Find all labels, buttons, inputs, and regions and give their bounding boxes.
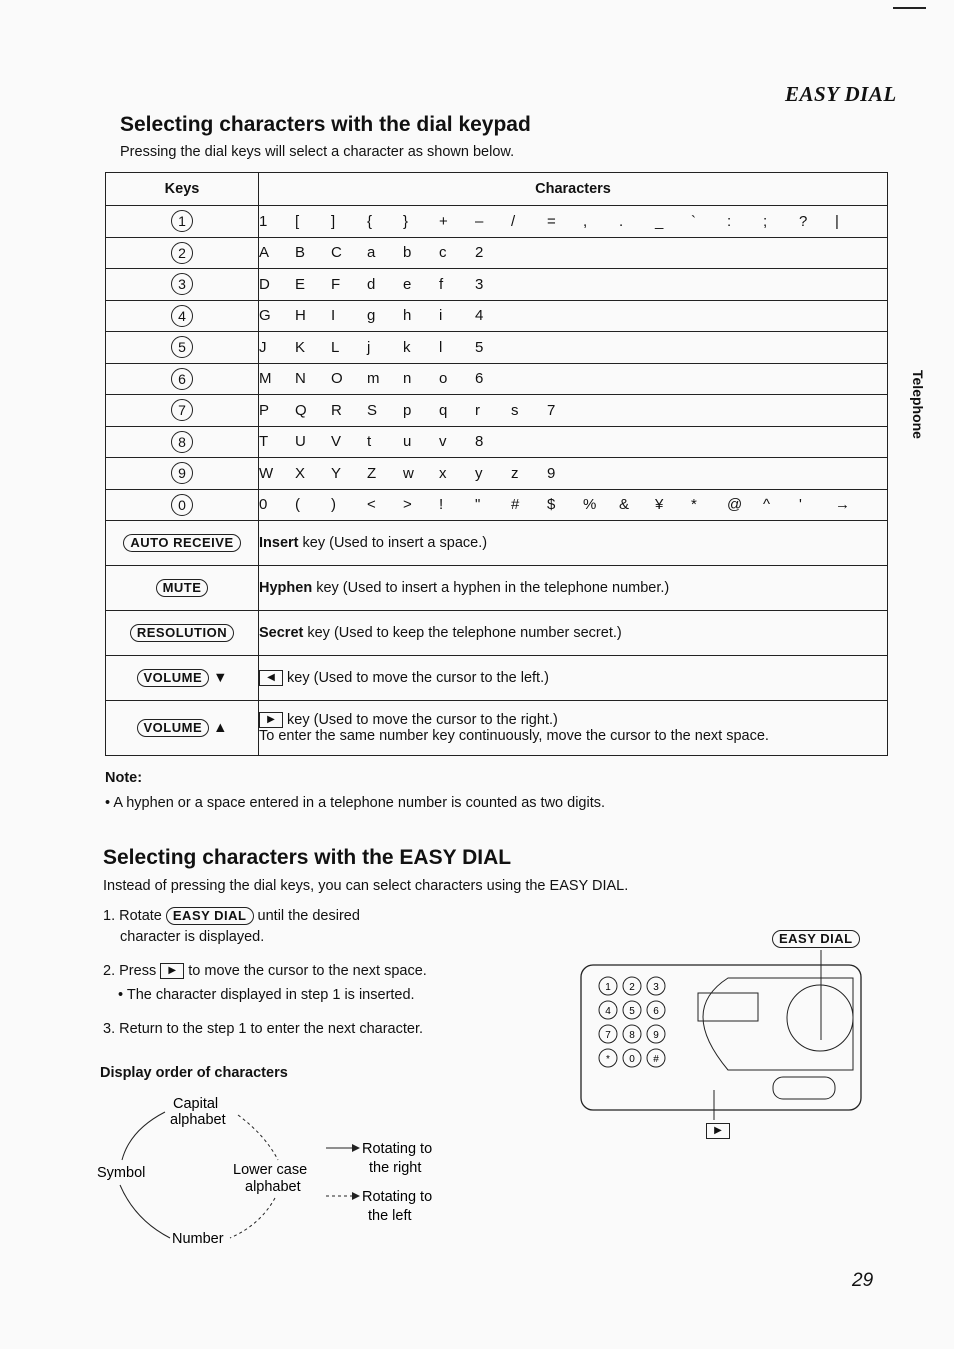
device-right-arrow-key-icon: ▶ [706,1123,730,1139]
keypad-button-label: 8 [629,1030,635,1041]
char: ` [691,212,696,230]
lcd-display [698,993,758,1021]
cycle-number: Number [172,1231,224,1247]
char: = [547,212,556,230]
char: x [439,464,447,482]
side-tab-telephone: Telephone [910,370,926,439]
key-number-icon: 7 [171,399,193,421]
char: ( [295,496,300,514]
arrow-capital-symbol [122,1112,165,1160]
key-cell [106,489,259,521]
function-row [106,521,888,566]
function-row [106,611,888,656]
function-key-cell [106,566,259,611]
keypad-button-label: 6 [653,1006,659,1017]
chars-cell [259,426,888,458]
key-number-icon: 1 [171,210,193,232]
display-panel [703,978,853,1070]
key-row [106,426,888,458]
char: 2 [475,244,484,262]
char: e [403,275,412,293]
char: d [367,275,376,293]
char: ] [331,212,336,230]
char: v [439,433,447,451]
char: ' [799,496,802,514]
chars-cell [259,300,888,332]
char: 6 [475,370,484,388]
char: h [403,307,412,325]
top-rule [893,7,926,9]
function-desc: key (Used to move the cursor to the right.) [283,711,558,728]
char: V [331,433,342,451]
char: J [259,338,267,356]
char: r [475,401,480,419]
char: n [403,370,412,388]
easy-dial-knob [787,985,853,1051]
chars-cell [259,458,888,490]
key-number-icon: 4 [171,305,193,327]
char: 5 [475,338,484,356]
keypad-button-label: 7 [605,1030,611,1041]
cycle-symbol: Symbol [97,1165,146,1181]
page-number: 29 [852,1270,874,1291]
char: i [439,307,443,325]
keypad-button-label: 1 [605,982,611,993]
char: * [691,496,697,514]
char: + [439,212,448,230]
function-key-cell [106,611,259,656]
char: c [439,244,447,262]
key-cell [106,237,259,269]
char: 1 [259,212,268,230]
char: K [295,338,306,356]
legend-right-2: the right [369,1160,422,1176]
char: g [367,307,376,325]
key-row [106,395,888,427]
char: f [439,275,444,293]
char: a [367,244,376,262]
char: [ [295,212,300,230]
arrow-capital-lower [238,1115,278,1160]
keypad-button-label: 3 [653,982,659,993]
section2-intro: Instead of pressing the dial keys, you can select characters using the EASY DIAL. [103,878,629,894]
key-number-icon: 2 [171,242,193,264]
char: m [367,370,380,388]
function-name: Hyphen [259,580,313,596]
arrow-lower-number [230,1198,275,1238]
left-arrow-key-icon: ◀ [259,670,283,686]
char: & [619,496,630,514]
key-number-icon: 0 [171,494,193,516]
char: ! [439,496,444,514]
char: u [403,433,412,451]
char: Y [331,464,342,482]
chars-cell [259,269,888,301]
char: R [331,401,342,419]
char: P [259,401,270,419]
char: t [367,433,372,451]
function-desc: key (Used to insert a hyphen in the telephone number.) [312,580,670,596]
legend-dashed-arrowhead [352,1192,360,1200]
char: C [331,244,342,262]
char: I [331,307,336,325]
function-desc-cell [259,521,888,566]
key-cell [106,363,259,395]
function-row [106,656,888,701]
function-desc-cell [259,611,888,656]
section2-title: Selecting characters with the EASY DIAL [103,846,512,869]
char: _ [655,212,664,230]
char: p [403,401,412,419]
char: ^ [763,496,771,514]
key-number-icon: 3 [171,273,193,295]
keypad-button-label: 5 [629,1006,635,1017]
char: Z [367,464,377,482]
key-row [106,206,888,238]
key-row [106,237,888,269]
function-row [106,566,888,611]
char: $ [547,496,556,514]
key-row [106,363,888,395]
keypad-button-label: 2 [629,982,635,993]
char: , [583,212,588,230]
keypad-button-label: # [653,1054,659,1065]
legend-solid-arrowhead [352,1144,360,1152]
step-2: 2. Press ▶ to move the cursor to the next space. [103,963,427,979]
char: o [439,370,448,388]
char: E [295,275,306,293]
right-arrow-key-icon: ▶ [259,712,283,728]
section1-title: Selecting characters with the dial keypad [120,113,531,136]
char: ¥ [655,496,664,514]
function-desc-2: To enter the same number key continuously, move the cursor to the next space. [259,728,769,745]
key-number-icon: 6 [171,368,193,390]
step-2-sub: • The character displayed in step 1 is inserted. [118,987,415,1003]
char: > [403,496,412,514]
char: } [403,212,409,230]
key-number-icon: 9 [171,462,193,484]
key-cell [106,269,259,301]
char: 3 [475,275,484,293]
easy-dial-key-label: EASY DIAL [166,907,254,925]
function-row [106,701,888,756]
chars-cell [259,237,888,269]
section1-intro: Pressing the dial keys will select a character as shown below. [120,144,515,160]
cycle-capital: Capital [173,1096,219,1112]
char: . [619,212,624,230]
char: T [259,433,269,451]
char: D [259,275,270,293]
key-cell [106,206,259,238]
key-row [106,332,888,364]
key-cell [106,300,259,332]
function-desc: key (Used to move the cursor to the left.) [283,669,549,686]
chars-cell [259,206,888,238]
characters-header: Characters [259,173,888,206]
key-cell [106,395,259,427]
key-cell [106,458,259,490]
char: ? [799,212,808,230]
keypad-table [105,172,888,756]
key-cell [106,426,259,458]
volume-arrow-icon: ▲ [213,720,228,736]
function-name: Secret [259,625,304,641]
keys-header: Keys [106,173,259,206]
function-key-label: VOLUME [137,669,210,687]
char: l [439,338,443,356]
cycle-lower: Lower case [233,1162,308,1178]
chars-cell [259,332,888,364]
keypad-button-label: 4 [605,1006,611,1017]
step-1-cont: character is displayed. [120,929,265,945]
char: | [835,212,839,230]
key-row [106,300,888,332]
function-desc: key (Used to keep the telephone number secret.) [303,625,622,641]
char: S [367,401,378,419]
char: U [295,433,306,451]
device-keypad [599,977,665,1067]
right-arrow-key-icon: ▶ [160,963,184,979]
char: N [295,370,306,388]
char: q [439,401,448,419]
char: H [295,307,306,325]
char: – [475,212,484,230]
char: G [259,307,271,325]
char: Q [295,401,307,419]
cycle-alphabet: alphabet [170,1112,226,1128]
key-row [106,489,888,521]
keypad-button-label: * [606,1054,610,1065]
step-3: 3. Return to the step 1 to enter the next character. [103,1021,424,1037]
function-desc-cell [259,701,888,756]
char: @ [727,496,743,514]
char: s [511,401,519,419]
char: W [259,464,274,482]
chars-cell [259,489,888,521]
char: j [367,338,371,356]
cycle-alphabet-2: alphabet [245,1179,301,1195]
function-desc: key (Used to insert a space.) [298,535,488,551]
char: ; [763,212,768,230]
key-row [106,458,888,490]
function-key-cell [106,656,259,701]
char: M [259,370,272,388]
char: ) [331,496,336,514]
char: b [403,244,412,262]
step-number: 1. [103,908,116,924]
function-key-label: RESOLUTION [130,624,234,642]
char: 9 [547,464,556,482]
function-key-cell [106,701,259,756]
char: " [475,496,481,514]
function-key-label: AUTO RECEIVE [123,534,240,552]
device-easy-dial-label: EASY DIAL [772,930,860,948]
char: → [835,496,850,514]
step-1: 1. Rotate EASY DIAL until the desired [103,908,360,924]
keypad-button-label: 0 [629,1054,635,1065]
char: X [295,464,306,482]
char: < [367,496,376,514]
handset-cradle [773,1077,835,1099]
function-desc-cell [259,656,888,701]
char: % [583,496,597,514]
legend-right: Rotating to [362,1141,433,1157]
char: / [511,212,516,230]
char: 4 [475,307,484,325]
key-number-icon: 5 [171,336,193,358]
char: A [259,244,270,262]
char: F [331,275,341,293]
function-key-label: MUTE [156,579,209,597]
char: 0 [259,496,268,514]
display-order-title: Display order of characters [100,1065,288,1081]
char: 8 [475,433,484,451]
char: L [331,338,340,356]
key-cell [106,332,259,364]
char: 7 [547,401,556,419]
legend-left: Rotating to [362,1189,433,1205]
char: # [511,496,520,514]
legend-left-2: the left [368,1208,412,1224]
keypad-button-label: 9 [653,1030,659,1041]
note-label: Note: [105,770,143,786]
note-text: • A hyphen or a space entered in a telephone number is counted as two digits. [105,795,606,811]
chars-cell [259,395,888,427]
char: { [367,212,373,230]
char: : [727,212,732,230]
section-header: EASY DIAL [785,82,897,106]
volume-arrow-icon: ▼ [213,670,228,686]
key-row [106,269,888,301]
function-key-cell [106,521,259,566]
function-key-label: VOLUME [137,719,210,737]
cycle-diagram [90,1090,470,1260]
char: y [475,464,483,482]
char: z [511,464,519,482]
fax-device-illustration [578,950,868,1145]
arrow-symbol-number [120,1185,170,1238]
function-name: Insert [259,535,299,551]
char: B [295,244,306,262]
char: w [403,464,414,482]
function-desc-cell [259,566,888,611]
char: O [331,370,343,388]
char: k [403,338,411,356]
chars-cell [259,363,888,395]
key-number-icon: 8 [171,431,193,453]
